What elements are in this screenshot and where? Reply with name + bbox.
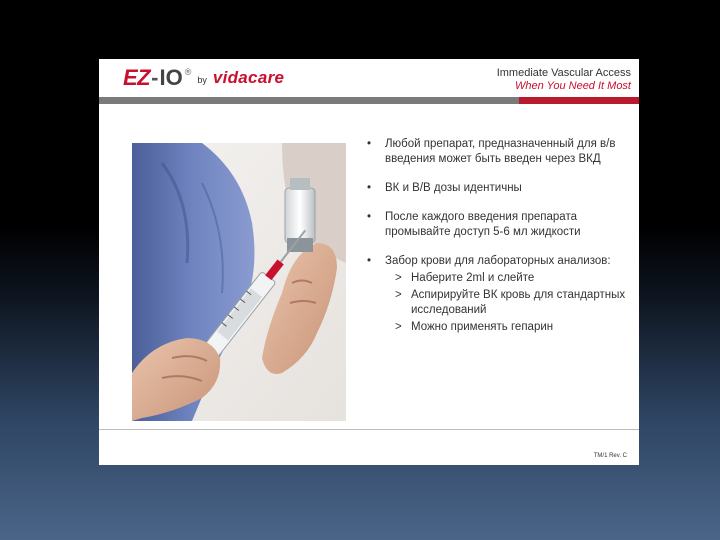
sub-bullet-marker: >	[395, 321, 402, 333]
tagline-line2: When You Need It Most	[515, 80, 631, 92]
bullet-text: Забор крови для лабораторных анализов:	[385, 255, 611, 267]
list-item	[367, 137, 627, 167]
logo-io-text: IO	[159, 65, 183, 90]
sub-bullet-marker: >	[395, 272, 402, 284]
tagline	[497, 67, 631, 93]
slide	[99, 59, 639, 465]
sub-list-item	[385, 271, 627, 286]
bullet-marker: •	[367, 138, 372, 150]
logo-ez-text: EZ	[123, 65, 151, 90]
header-red-band	[519, 97, 639, 104]
sub-bullet-marker: >	[395, 289, 402, 301]
ez-io-logo	[123, 65, 284, 91]
sub-bullet-text: Наберите 2ml и слейте	[411, 272, 535, 284]
bullet-marker: •	[367, 211, 372, 223]
sub-list-item	[385, 320, 627, 335]
bullet-marker: •	[367, 255, 372, 267]
sub-bullet-text: Аспирируйте ВК кровь для стандартных исследований	[411, 289, 626, 316]
footer-code: TM/1 Rev. C	[593, 453, 627, 459]
list-item	[367, 210, 627, 240]
bullet-text: Любой препарат, предназначенный для в/в введения может быть введен через ВКД	[385, 138, 616, 165]
sub-list-item	[385, 288, 627, 318]
tagline-line1: Immediate Vascular Access	[496, 67, 631, 79]
logo-by-text: by	[197, 75, 207, 85]
list-item	[367, 181, 627, 196]
bullet-text: ВК и В/В дозы идентичны	[385, 182, 522, 194]
syringe-vial-photo	[132, 143, 346, 421]
list-item	[367, 254, 627, 335]
footer-divider	[99, 429, 639, 430]
logo-registered-mark: ®	[184, 67, 192, 77]
vidacare-logo-text: vidacare	[212, 68, 285, 87]
logo-dash: -	[151, 65, 159, 90]
photo-illustration	[132, 143, 346, 421]
bullet-text: После каждого введения препарата промывайте доступ 5-6 мл жидкости	[385, 211, 581, 238]
bullet-list	[367, 137, 627, 349]
bullet-marker: •	[367, 182, 372, 194]
sub-bullet-text: Можно применять гепарин	[411, 321, 554, 333]
slide-header	[99, 59, 639, 97]
